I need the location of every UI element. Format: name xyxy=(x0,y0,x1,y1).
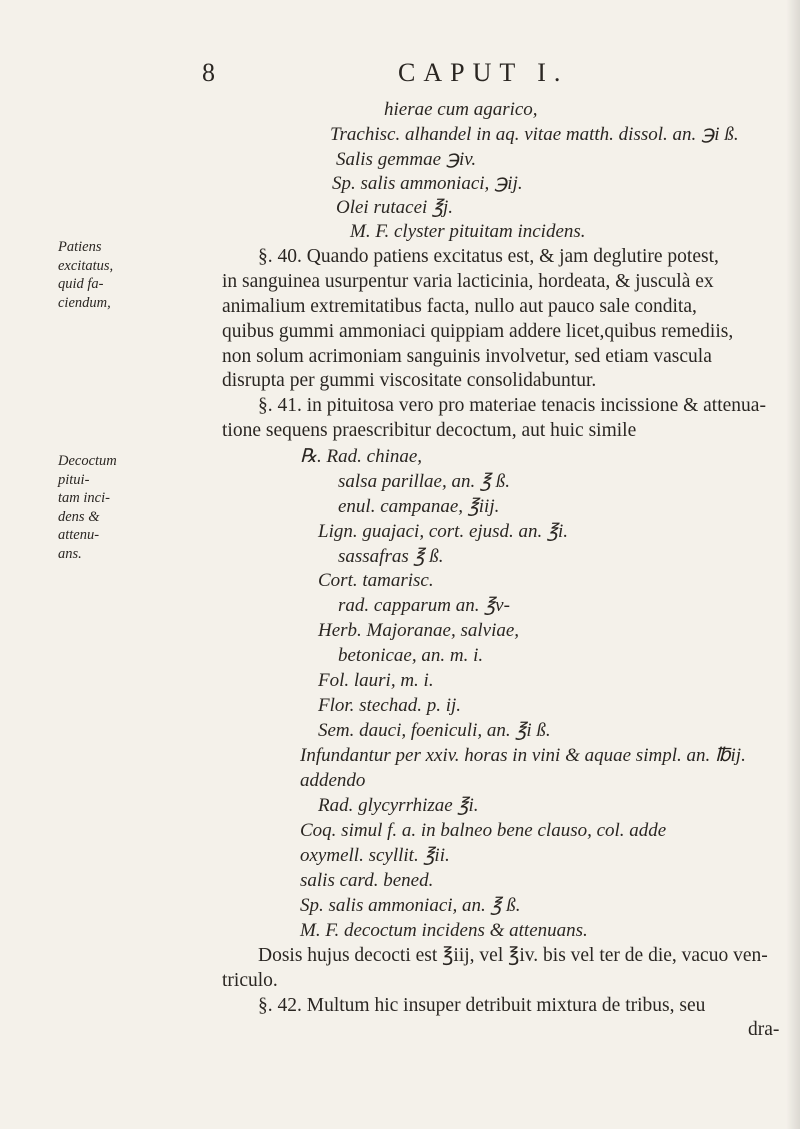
page-number: 8 xyxy=(202,58,215,87)
text-line: sassafras ℥ ß. xyxy=(338,546,444,567)
text-line: Olei rutacei ℥j. xyxy=(336,197,454,218)
text-line: triculo. xyxy=(222,970,278,991)
text-line: §. 40. Quando patiens excitatus est, & jam deglutire potest, xyxy=(258,246,719,267)
chapter-title: CAPUT I. xyxy=(398,58,569,87)
text-line: Sem. dauci, foeniculi, an. ℥i ß. xyxy=(318,720,551,741)
margin-note-line: dens & xyxy=(58,508,100,525)
text-line: Herb. Majoranae, salviae, xyxy=(318,620,520,641)
margin-note-line: pitui- xyxy=(58,471,90,488)
text-line: Coq. simul f. a. in balneo bene clauso, col. adde xyxy=(300,820,667,841)
catchword: dra- xyxy=(748,1019,780,1040)
margin-note-line: Decoctum xyxy=(58,453,117,469)
text-line: salsa parillae, an. ℥ ß. xyxy=(338,471,510,492)
text-line: Sp. salis ammoniaci, an. ℥ ß. xyxy=(300,895,521,916)
text-line: M. F. clyster pituitam incidens. xyxy=(350,221,586,242)
text-line: tione sequens praescribitur decoctum, aut huic simile xyxy=(222,420,637,441)
text-line: §. 42. Multum hic insuper detribuit mixtura de tribus, seu xyxy=(258,995,706,1016)
text-line: addendo xyxy=(300,770,366,791)
text-line: betonicae, an. m. i. xyxy=(338,645,484,666)
text-line: quibus gummi ammoniaci quippiam addere licet,quibus remediis, xyxy=(222,321,734,342)
text-line: Infundantur per xxiv. horas in vini & aquae simpl. an. ℔ij. xyxy=(300,745,746,766)
margin-note-line: quid fa- xyxy=(58,276,104,292)
text-line: oxymell. scyllit. ℥ii. xyxy=(300,845,450,866)
text-line: animalium extremitatibus facta, nullo aut pauco sale condita, xyxy=(222,296,697,317)
margin-note-line: Patiens xyxy=(58,239,102,255)
text-line: Cort. tamarisc. xyxy=(318,570,434,591)
text-line: hierae cum agarico, xyxy=(384,99,538,120)
text-line: Sp. salis ammoniaci, ℈ij. xyxy=(332,173,523,194)
text-line: §. 41. in pituitosa vero pro materiae tenacis incissione & attenua- xyxy=(258,395,766,416)
text-line: rad. capparum an. ℥v- xyxy=(338,595,510,616)
margin-note-line: excitatus, xyxy=(58,257,114,274)
text-line: Lign. guajaci, cort. ejusd. an. ℥i. xyxy=(318,521,569,542)
page-edge-shadow xyxy=(786,0,800,1129)
text-line: Flor. stechad. p. ij. xyxy=(318,695,462,716)
text-line: Salis gemmae ℈iv. xyxy=(336,149,477,170)
text-line: Dosis hujus decocti est ℥iij, vel ℥iv. bis vel ter de die, vacuo ven- xyxy=(258,945,768,966)
text-line: Rad. glycyrrhizae ℥i. xyxy=(318,795,479,816)
margin-note-line: attenu- xyxy=(58,527,100,543)
text-line: ℞. Rad. chinae, xyxy=(300,446,423,467)
margin-note-line: tam inci- xyxy=(58,490,110,506)
text-line: in sanguinea usurpentur varia lacticinia, hordeata, & jusculà ex xyxy=(222,271,714,292)
margin-note-line: ans. xyxy=(58,545,82,562)
text-line: Trachisc. alhandel in aq. vitae matth. dissol. an. ℈i ß. xyxy=(330,124,739,145)
margin-note-patiens xyxy=(58,238,142,312)
margin-note-decoctum xyxy=(58,452,142,563)
text-line: non solum acrimoniam sanguinis involvetur, sed etiam vascula xyxy=(222,346,712,367)
text-line: salis card. bened. xyxy=(300,870,434,891)
text-line: M. F. decoctum incidens & attenuans. xyxy=(300,920,588,941)
text-line: enul. campanae, ℥iij. xyxy=(338,496,500,517)
margin-note-line: ciendum, xyxy=(58,294,111,311)
text-line: Fol. lauri, m. i. xyxy=(318,670,434,691)
text-line: disrupta per gummi viscositate consolidabuntur. xyxy=(222,370,597,391)
running-head xyxy=(0,58,800,92)
